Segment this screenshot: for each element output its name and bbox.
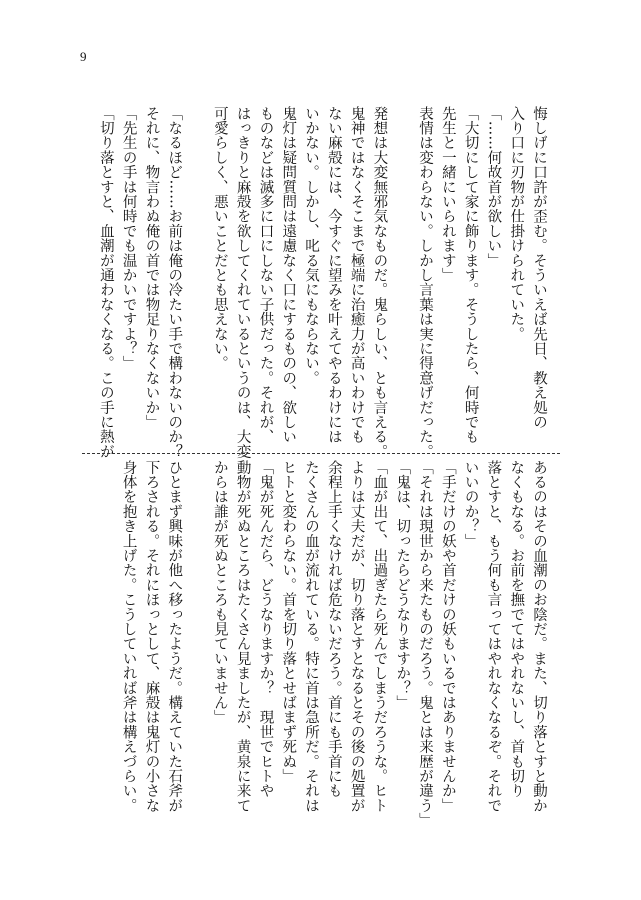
text-line: 「先生の手は何時でも温かいですよ？」: [120, 106, 137, 371]
text-line: 余程上手くなければ危ないだろう。首にも手首にも: [325, 460, 342, 799]
text-line: 動物が死ぬところはたくさん見ましたが、黄泉に来て: [234, 460, 251, 813]
text-line: 悔しげに口許が歪む。そういえば先日、教え処の: [531, 106, 547, 430]
text-line: 「なるほど……お前は俺の冷たい手で構わないのか？: [166, 106, 183, 459]
text-line: 鬼灯は疑問質問は遠慮なく口にするものの、欲しい: [280, 106, 297, 445]
text-line: 「切り落とすと、血潮が通わなくなる。この手に熱が: [97, 106, 114, 459]
text-line: 「鬼は、切ったらどうなりますか？」: [394, 460, 411, 710]
text-line: 下ろされる。それにほっとして、麻殻は鬼灯の小さな: [143, 460, 160, 813]
page-number: 9: [80, 49, 87, 64]
text-line: からは誰が死ぬところも見ていません」: [211, 460, 228, 725]
text-line: 表情は変わらない。しかし言葉は実に得意げだった。: [417, 106, 434, 459]
text-line: たくさんの血が流れている。特に首は急所だ。それは: [303, 460, 320, 813]
text-line: それに、物言わぬ俺の首では物足りなくないか」: [143, 106, 160, 430]
text-line: 身体を抱き上げた。こうしていれば斧は構えづらい。: [120, 460, 137, 813]
text-line: いいのか？」: [462, 460, 479, 549]
text-line: あるのはその血潮のお陰だ。また、切り落とすと動か: [531, 460, 547, 813]
section-divider: [82, 453, 560, 454]
text-line: はっきりと麻殻を欲してくれているというのは、大変: [234, 106, 251, 459]
text-line: なくもなる。お前を撫でてはやれないし、首も切り: [508, 460, 525, 799]
text-line: 「手だけの妖や首だけの妖もいるではありませんか」: [439, 460, 456, 813]
text-line: ない麻殻には、今すぐに望みを叶えてやるわけには: [325, 106, 342, 445]
text-block-top: [97, 106, 550, 459]
text-line: [185, 460, 208, 810]
text-line: 鬼神ではなくそこまで極端に治癒力が高いわけでも: [348, 106, 365, 445]
text-line: ひとまず興味が他へ移ったようだ。構えていた石斧が: [166, 460, 183, 813]
text-line: [390, 106, 413, 454]
text-line: [185, 106, 208, 454]
text-line: ものなどは滅多に口にしない子供だった。それが、: [257, 106, 274, 445]
text-line: 発想は大変無邪気なものだ。鬼らしい、とも言える。: [371, 106, 388, 459]
text-line: 「血が出て、出過ぎたら死んでしまうだろうな。ヒト: [371, 460, 388, 813]
text-line: 「……何故首が欲しい」: [485, 106, 502, 268]
text-line: ヒトと変わらない。首を切り落とせばまず死ぬ」: [280, 460, 297, 784]
text-line: 落とすと、もう何も言ってはやれなくなるぞ。それで: [485, 460, 502, 813]
text-line: 「鬼が死んだら、どうなりますか？ 現世でヒトや: [257, 460, 274, 799]
text-line: 先生と一緒にいられます」: [439, 106, 456, 283]
text-line: 可愛らしく、悪いことだとも思えない。: [211, 106, 228, 371]
text-line: 「それは現世から来たものだろう。鬼とは来歴が違う」: [417, 460, 434, 828]
text-line: 「大切にして家に飾ります。そうしたら、何時でも: [462, 106, 479, 445]
text-block-bottom: [100, 460, 550, 828]
text-line: 入り口に刃物が仕掛けられていた。: [508, 106, 525, 342]
text-line: よりは丈夫だが、切り落とすとなるとその後の処置が: [348, 460, 365, 813]
text-line: いかない。しかし、叱る気にもならない。: [303, 106, 320, 386]
